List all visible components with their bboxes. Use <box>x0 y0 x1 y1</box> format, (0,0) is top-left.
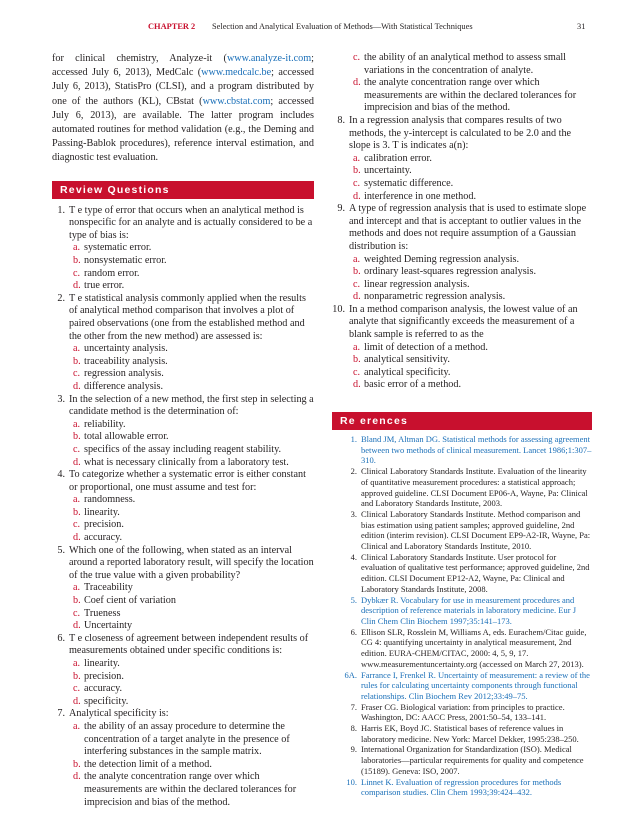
reference-text: Dybkær R. Vocabulary for use in measurement procedures and description of reference materials in laboratory medicine. Eur J Clin Chem Clin Biochem 1997;35:141–173. <box>361 594 577 626</box>
left-column <box>52 52 314 809</box>
answer-option <box>332 354 592 367</box>
option-text: ordinary least-squares regression analysis. <box>364 266 537 278</box>
answer-option <box>332 254 592 267</box>
option-text: accuracy. <box>84 683 123 695</box>
answer-option <box>52 771 314 809</box>
question-stem <box>52 293 314 343</box>
intro-text: ; accessed July 6, 2013), StatisPro (CLSI), and a program distributed by one of the authors (KL), CBstat ( <box>52 67 314 107</box>
reference-text: Fraser CG. Biological variation: from principles to practice. Washington, DC: AACC Press, 2001:50–54, 133–141. <box>361 701 565 723</box>
answer-option <box>52 268 314 281</box>
answer-option <box>332 52 592 77</box>
option-text: the detection limit of a method. <box>84 758 212 770</box>
question-number: 8. <box>337 114 345 126</box>
option-letter: c. <box>73 368 81 380</box>
answer-option <box>332 266 592 279</box>
question-list-left <box>52 205 314 810</box>
option-letter: a. <box>353 152 361 164</box>
option-letter: b. <box>73 595 81 607</box>
question-item <box>332 115 592 203</box>
option-text: precision. <box>84 670 124 682</box>
option-letter: b. <box>73 506 81 518</box>
option-text: the analyte concentration range over which measurements are within the declared tolerances for imprecision and bias of the method. <box>84 771 297 808</box>
right-column <box>332 52 592 798</box>
option-letter: c. <box>73 519 81 531</box>
option-text: traceability analysis. <box>84 355 168 367</box>
answer-option <box>52 255 314 268</box>
reference-number: 7. <box>350 701 357 712</box>
option-text: regression analysis. <box>84 368 164 380</box>
option-text: nonparametric regression analysis. <box>364 291 506 303</box>
running-header <box>0 22 638 36</box>
question-list-right <box>332 52 592 392</box>
intro-paragraph <box>52 52 314 166</box>
option-letter: d. <box>73 771 81 783</box>
question-text: To categorize whether a systematic error is either constant or proportional, one must assume and test for: <box>69 469 306 493</box>
answer-option <box>52 671 314 684</box>
reference-item <box>332 509 592 552</box>
reference-item[interactable] <box>332 434 592 466</box>
option-letter: a. <box>73 658 81 669</box>
reference-number: 2. <box>350 466 357 477</box>
medcalc-link[interactable]: www.medcalc.be <box>201 67 272 79</box>
option-letter: b. <box>353 354 361 366</box>
option-letter: a. <box>73 582 81 594</box>
option-letter: a. <box>353 253 361 265</box>
answer-option <box>332 191 592 204</box>
page-number: 31 <box>577 22 586 31</box>
option-text: basic error of a method. <box>364 379 462 391</box>
question-item <box>52 708 314 809</box>
option-letter: b. <box>73 758 81 770</box>
option-letter: d. <box>73 456 81 468</box>
answer-option <box>52 419 314 432</box>
option-text: accuracy. <box>84 532 123 544</box>
option-text: Traceability <box>84 582 133 594</box>
option-text: systematic difference. <box>364 177 454 189</box>
question-text: T e closeness of agreement between independent results of measurements obtained under specific conditions is: <box>69 632 309 657</box>
answer-option <box>332 178 592 191</box>
reference-text: Linnet K. Evaluation of regression procedures for methods comparison studies. Clin Chem 1993;39:424–432. <box>361 776 562 798</box>
question-item <box>52 633 314 709</box>
option-letter: a. <box>353 341 361 353</box>
option-text: limit of detection of a method. <box>364 341 488 353</box>
question-item <box>52 545 314 633</box>
question-number: 2. <box>57 292 65 304</box>
question-number: 6. <box>57 632 65 644</box>
question-text: A type of regression analysis that is used to estimate slope and intercept and that is acceptant to outlier values in the methods and does not require assumption of a Gaussian distribution is: <box>349 203 587 252</box>
reference-number: 6A. <box>344 669 357 680</box>
option-letter: c. <box>73 443 81 455</box>
reference-number: 6. <box>350 626 357 637</box>
option-letter: b. <box>73 255 81 266</box>
question-stem <box>52 708 314 721</box>
reference-number: 10. <box>346 776 357 787</box>
option-text: analytical specificity. <box>364 366 451 378</box>
reference-item <box>332 466 592 509</box>
question-stem <box>332 203 592 253</box>
option-letter: d. <box>73 695 81 707</box>
reference-item <box>332 552 592 595</box>
option-text: weighted Deming regression analysis. <box>364 253 520 265</box>
reference-text: International Organization for Standardization (ISO). Medical laboratories—particular requirements for quality and competence (15189). Geneva: ISO, 2007. <box>361 744 584 776</box>
reference-item <box>332 627 592 670</box>
answer-option <box>332 367 592 380</box>
question-number: 3. <box>57 393 65 405</box>
option-text: Trueness <box>84 607 121 619</box>
chapter-label: CHAPTER 2 <box>148 22 196 31</box>
answer-option <box>52 457 314 470</box>
option-letter: d. <box>353 291 361 303</box>
reference-text: Farrance I, Frenkel R. Uncertainty of measurement: a review of the rules for calculating uncertainty components through functional relationships. Clin Biochem Rev 2012;33:49–75. <box>361 669 590 701</box>
reference-item[interactable] <box>332 595 592 627</box>
option-letter: d. <box>353 190 361 202</box>
intro-text: ; accessed July 6, 2013), are available. The latter program includes automated routines for method validation (e.g., the Deming and Passing-Bablok procedures), reference interval estimation, and diagnostic test evaluation. <box>52 95 314 164</box>
question-item <box>52 205 314 293</box>
option-letter: c. <box>353 278 361 290</box>
answer-option <box>52 494 314 507</box>
option-text: the analyte concentration range over which measurements are within the declared tolerances for imprecision and bias of the method. <box>364 77 577 114</box>
question-stem <box>52 469 314 494</box>
question-stem <box>52 394 314 419</box>
answer-option <box>52 444 314 457</box>
option-letter: c. <box>353 366 361 378</box>
option-text: the ability of an assay procedure to determine the concentration of a target analyte in the presence of interfering substances in the sample matrix. <box>84 720 290 758</box>
reference-item <box>332 723 592 744</box>
answer-option <box>52 431 314 444</box>
option-letter: b. <box>353 266 361 278</box>
reference-item <box>332 744 592 776</box>
reference-number: 1. <box>350 434 357 445</box>
reference-text: Harris EK, Boyd JC. Statistical bases of reference values in laboratory medicine. New York: Marcel Dekker, 1995:238–250. <box>361 723 579 744</box>
option-text: precision. <box>84 519 124 531</box>
chapter-title: Selection and Analytical Evaluation of Methods—With Statistical Techniques <box>212 22 473 31</box>
option-letter: b. <box>353 165 361 177</box>
reference-item[interactable] <box>332 670 592 702</box>
option-letter: a. <box>73 720 81 732</box>
question-stem <box>52 205 314 243</box>
reference-number: 4. <box>350 551 357 562</box>
question-text: In a method comparison analysis, the lowest value of an analyte that significantly exceeds the measurement of a blank sample is referred to as the <box>349 303 578 341</box>
option-text: reliability. <box>84 418 126 430</box>
question-stem <box>52 545 314 583</box>
option-text: specificity. <box>84 695 129 707</box>
question-number: 1. <box>57 204 65 216</box>
question-stem <box>332 304 592 342</box>
option-letter: b. <box>73 431 81 443</box>
option-text: what is necessary clinically from a laboratory test. <box>84 456 289 468</box>
review-questions-heading: Review Questions <box>52 181 314 199</box>
question-stem <box>332 115 592 153</box>
question-stem <box>52 633 314 658</box>
answer-option <box>332 342 592 355</box>
answer-option <box>332 379 592 392</box>
answer-option <box>52 696 314 709</box>
question-item <box>332 203 592 304</box>
question-text: Analytical specificity is: <box>69 708 169 720</box>
reference-text: Clinical Laboratory Standards Institute. Evaluation of the linearity of quantitative measurement procedures: a statistical approach; approved guideline. CLSI Document EP06-A, Wayne, Pa: Clinical and Laboratory Standards Institute, 2003. <box>361 466 588 509</box>
question-number: 4. <box>57 469 65 481</box>
option-letter: a. <box>73 418 81 430</box>
reference-text: Ellison SLR, Rosslein M, Williams A, eds. Eurachem/Citac guide, CG 4: quantifying uncertainty in analytical measurement, 2nd edition. EURA-CHEM/CITAC, 2000: 4, 5, 9, 17. www.measurementuncertainty.org (accessed on March 27, 2013). <box>361 626 587 669</box>
option-text: linearity. <box>84 506 120 518</box>
cbstat-link[interactable]: www.cbstat.com <box>202 95 271 107</box>
option-text: true error. <box>84 280 125 292</box>
reference-text: Clinical Laboratory Standards Institute. User protocol for evaluation of qualitative test performance; approved guideline, 2nd edition. CLSI Document EP12-A2, Wayne, Pa: Clinical and Laboratory Standards Institute, 2008. <box>361 551 590 594</box>
references-heading: Re erences <box>332 412 592 430</box>
answer-option <box>52 343 314 356</box>
question-continued <box>332 52 592 115</box>
intro-text: for clinical chemistry, Analyze-it ( <box>52 53 227 64</box>
question-text: In a regression analysis that compares results of two methods, the y-intercept is calculated to be 2.0 and the slope is 3. T is indicates a(n): <box>349 114 572 152</box>
option-text: nonsystematic error. <box>84 255 167 266</box>
option-text: randomness. <box>84 494 136 506</box>
answer-option <box>52 608 314 621</box>
option-letter: a. <box>73 343 81 355</box>
option-letter: d. <box>73 280 81 292</box>
answer-option <box>52 242 314 255</box>
reference-number: 5. <box>350 594 357 605</box>
answer-option <box>332 291 592 304</box>
answer-option <box>52 280 314 293</box>
answer-option <box>52 658 314 671</box>
answer-option <box>332 279 592 292</box>
option-text: difference analysis. <box>84 380 164 392</box>
option-letter: a. <box>73 494 81 506</box>
answer-option <box>52 519 314 532</box>
question-number: 9. <box>337 203 345 215</box>
option-text: uncertainty analysis. <box>84 343 168 355</box>
question-number: 10. <box>332 303 345 315</box>
option-letter: a. <box>73 242 81 254</box>
option-letter: d. <box>353 77 361 89</box>
reference-item[interactable] <box>332 777 592 798</box>
option-text: random error. <box>84 267 140 279</box>
answer-option <box>332 165 592 178</box>
option-letter: c. <box>353 177 361 189</box>
answer-option <box>332 77 592 115</box>
question-item <box>52 394 314 470</box>
answer-option <box>52 595 314 608</box>
question-text: T e type of error that occurs when an analytical method is nonspecific for an analyte and is actually considered to be a type of bias is: <box>69 204 313 241</box>
question-number: 5. <box>57 544 65 556</box>
analyze-it-link[interactable]: www.analyze-it.com <box>226 53 312 64</box>
option-letter: b. <box>73 355 81 367</box>
reference-number: 3. <box>350 508 357 519</box>
answer-option <box>52 356 314 369</box>
answer-option <box>52 620 314 633</box>
question-item <box>332 304 592 392</box>
option-text: Uncertainty <box>84 620 133 632</box>
option-letter: c. <box>73 607 81 619</box>
option-text: systematic error. <box>84 242 152 254</box>
question-item <box>52 293 314 394</box>
answer-option <box>52 582 314 595</box>
intro-text: ; accessed July 6, 2013), MedCalc ( <box>52 53 314 79</box>
reference-number: 9. <box>350 744 357 755</box>
option-letter: d. <box>353 379 361 391</box>
question-text: Which one of the following, when stated as an interval around a reported laboratory result, will specify the location of the true value with a given probability? <box>69 544 314 581</box>
answer-option <box>52 381 314 394</box>
answer-option <box>52 368 314 381</box>
option-text: the ability of an analytical method to assess small variations in the concentration of analyte. <box>364 52 567 76</box>
option-letter: b. <box>73 670 81 682</box>
option-text: Coef cient of variation <box>84 595 176 607</box>
question-number: 7. <box>57 708 65 720</box>
option-text: interference in one method. <box>364 190 477 202</box>
option-letter: d. <box>73 380 81 392</box>
answer-option <box>52 532 314 545</box>
option-letter: c. <box>353 52 361 63</box>
reference-item <box>332 702 592 723</box>
option-letter: c. <box>73 267 81 279</box>
answer-option <box>52 759 314 772</box>
question-text: T e statistical analysis commonly applied when the results of analytical method comparison that involves a plot of paired observations (one from the established method and the other from the new method) are assessed is: <box>69 292 306 342</box>
question-item <box>52 469 314 545</box>
option-text: total allowable error. <box>84 431 169 443</box>
option-letter: c. <box>73 683 81 695</box>
reference-text: Clinical Laboratory Standards Institute. Method comparison and bias estimation using patient samples; approved guideline, 2nd edition (interim revision). CLSI Document EP9-A2-IR, Wayne, Pa: Clinical and Laboratory Standards Institute, 2010. <box>361 508 591 552</box>
answer-option <box>52 683 314 696</box>
question-text: In the selection of a new method, the first step in selecting a candidate method is the determination of: <box>69 393 314 418</box>
option-text: calibration error. <box>364 152 432 164</box>
option-letter: d. <box>73 532 81 544</box>
option-text: analytical sensitivity. <box>364 354 450 366</box>
answer-option <box>52 721 314 759</box>
reference-list <box>332 434 592 798</box>
reference-text: Bland JM, Altman DG. Statistical methods for assessing agreement between two methods of clinical measurement. Lancet 1986;1:307–310. <box>361 434 592 466</box>
option-letter: d. <box>73 620 81 632</box>
option-text: linearity. <box>84 658 120 669</box>
answer-option <box>332 153 592 166</box>
answer-option <box>52 507 314 520</box>
reference-number: 8. <box>350 723 357 734</box>
option-text: specifics of the assay including reagent stability. <box>84 443 282 455</box>
option-text: linear regression analysis. <box>364 278 470 290</box>
option-text: uncertainty. <box>364 165 412 177</box>
